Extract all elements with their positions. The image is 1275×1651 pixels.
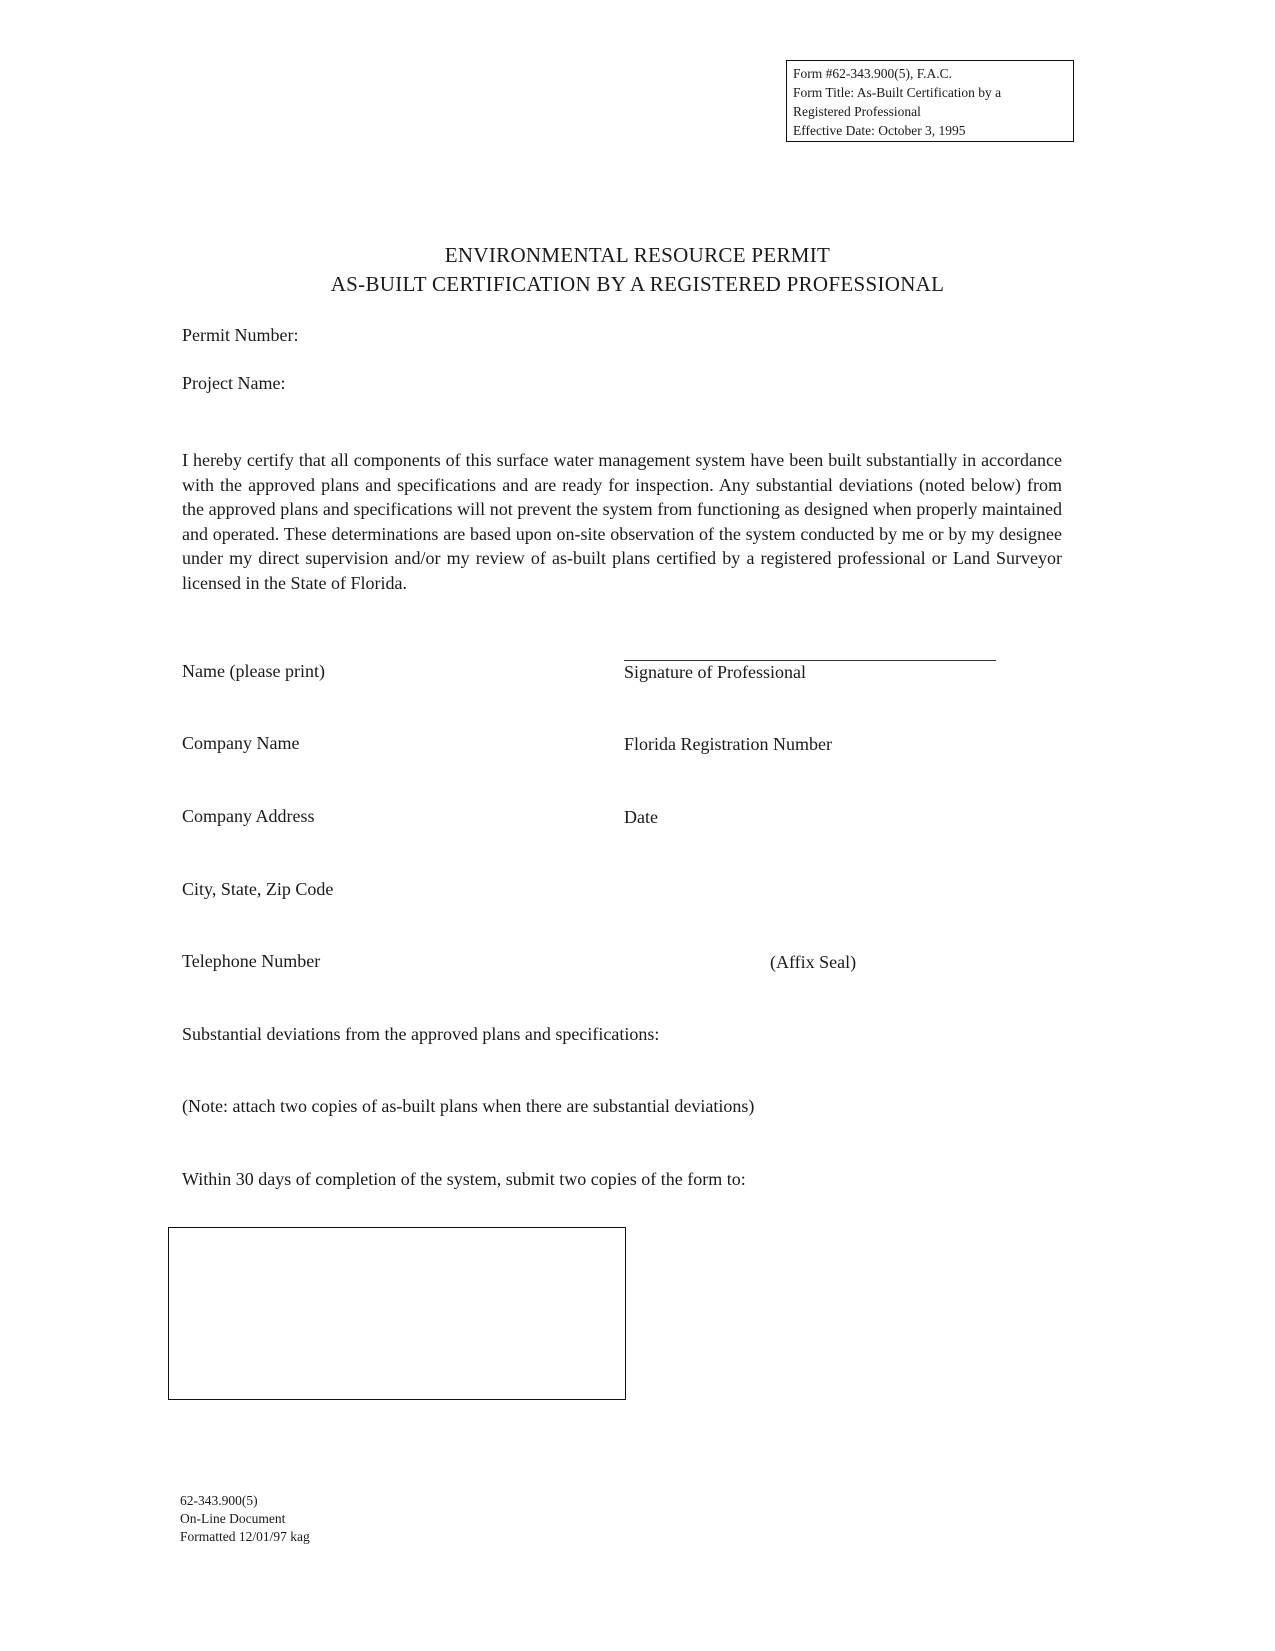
form-number: Form #62-343.900(5), F.A.C.: [793, 66, 953, 81]
footer-online-document: On-Line Document: [180, 1511, 286, 1526]
form-title-line: Form Title: As-Built Certification by a: [793, 85, 1002, 100]
effective-date: Effective Date: October 3, 1995: [793, 123, 966, 138]
project-name-label: Project Name:: [182, 373, 286, 393]
name-label: Name (please print): [182, 661, 325, 681]
date-label: Date: [624, 807, 658, 827]
footer-form-number: 62-343.900(5): [180, 1493, 258, 1508]
affix-seal-label: (Affix Seal): [770, 952, 857, 972]
form-info-box: [786, 60, 1074, 142]
registration-number-label: Florida Registration Number: [624, 734, 832, 754]
page-title: ENVIRONMENTAL RESOURCE PERMIT: [444, 243, 831, 267]
telephone-label: Telephone Number: [182, 951, 321, 971]
company-address-label: Company Address: [182, 806, 315, 826]
page-subtitle: AS-BUILT CERTIFICATION BY A REGISTERED PROFESSIONAL: [330, 272, 945, 296]
permit-number-label: Permit Number:: [182, 325, 299, 345]
footer-formatted: Formatted 12/01/97 kag: [180, 1529, 310, 1544]
submit-address-box: [168, 1227, 626, 1400]
signature-line: [624, 660, 996, 661]
city-state-zip-label: City, State, Zip Code: [182, 879, 334, 899]
deviations-label: Substantial deviations from the approved plans and specifications:: [182, 1024, 660, 1044]
certification-statement: I hereby certify that all components of this surface water management system have been built substantially in accordance with the approved plans and specifications and are ready for inspection. Any substantial deviations (noted below) from the approved plans and specifications will not prevent the system from functioning as designed when properly maintained and operated. These determinations are based upon on-site observation of the system conducted by me or by my designee under my direct supervision and/or my review of as-built plans certified by a registered professional or Land Surveyor licensed in the State of Florida.: [182, 450, 1062, 593]
note-text: (Note: attach two copies of as-built plans when there are substantial deviations): [182, 1096, 755, 1116]
submit-instruction: Within 30 days of completion of the system, submit two copies of the form to:: [182, 1169, 746, 1189]
form-title-line-2: Registered Professional: [793, 104, 921, 119]
signature-label: Signature of Professional: [624, 662, 806, 682]
company-name-label: Company Name: [182, 733, 300, 753]
